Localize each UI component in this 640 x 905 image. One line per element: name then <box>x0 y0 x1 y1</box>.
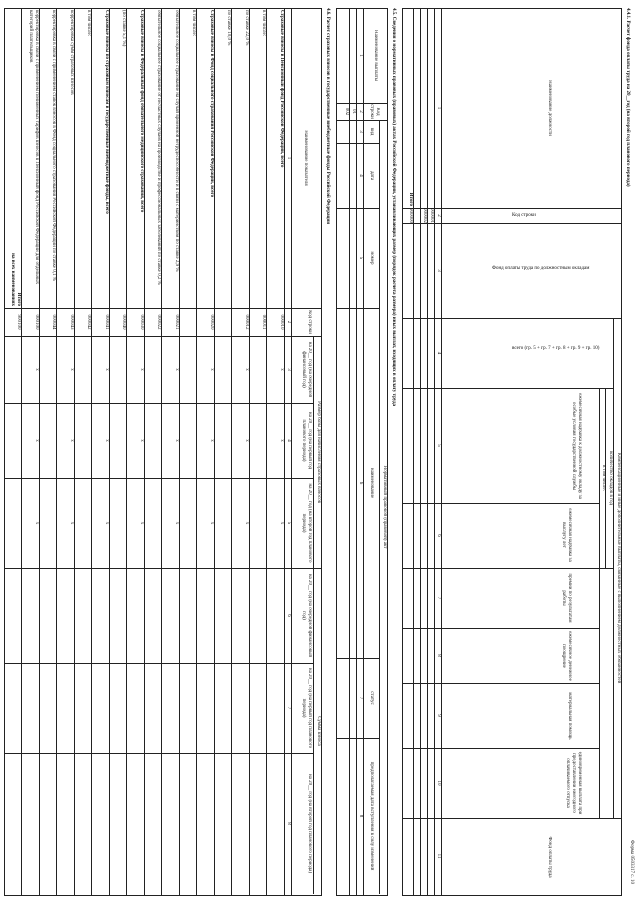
col-num: 6 <box>286 614 291 617</box>
table-row-label: корректировка в связи с применением пониженных тарифов взносов в Пенсионный фонд Российской Федерации для отдельных категорий плательщиков <box>28 10 39 285</box>
col-num: 9 <box>436 714 441 717</box>
col-num: 5 <box>436 444 441 447</box>
col-8-header: ежемесячное денежное поощрение <box>561 631 572 681</box>
row-divider <box>57 8 58 895</box>
table-row-code: 000021 <box>174 314 179 330</box>
npa-col-planned: предполагаемая дата вступления в силу изменений <box>369 761 374 871</box>
x-mark: х <box>209 368 214 371</box>
table-row-code: 000044 <box>51 314 57 330</box>
table-row-code: 000043 <box>69 314 74 330</box>
col-num: 8 <box>286 822 291 825</box>
col-code-header: Код строки <box>512 213 536 218</box>
x-mark: х <box>104 521 109 525</box>
form-code: Форма 0503317 с. 10 <box>629 840 634 884</box>
row-divider <box>162 8 163 895</box>
col-6-header: ежемесячная надбавка за выслугу лет <box>561 508 572 562</box>
col-num: 11 <box>436 853 441 859</box>
npa-table <box>336 8 388 896</box>
year-2-header: на 20__ год (на первый год планового периода) <box>301 411 312 470</box>
row-divider <box>232 8 233 895</box>
row-divider <box>179 8 180 895</box>
col-7-header: премии по результатам работы <box>561 573 572 623</box>
table-row-code: 000012 <box>244 314 249 330</box>
row-code: 000001 <box>429 208 434 223</box>
row-divider <box>127 8 128 895</box>
row-divider <box>109 8 110 895</box>
x-mark: х <box>139 439 144 442</box>
col-fund-header: Фонд оплаты труда <box>547 836 552 878</box>
row-divider <box>39 8 40 895</box>
total-note: на всех наименованиях <box>10 253 16 306</box>
row-code: 000002 <box>422 208 427 223</box>
col-num: 2 <box>436 214 441 217</box>
year-3-header: на 20__ год (на второй год планового периода) <box>301 483 312 563</box>
col-fot-header: Фонд оплаты труда по должностным окладам <box>492 266 590 271</box>
total-label: Итого <box>16 292 22 306</box>
row-code: 002 <box>344 107 349 116</box>
x-mark: х <box>34 368 39 371</box>
col-group-header: Компенсационные и иные дополнительные выплаты, связанные с выполнением должностных обязанностей <box>616 452 621 684</box>
x-mark: х <box>139 368 144 371</box>
x-mark: х <box>209 439 214 442</box>
x-mark: х <box>174 439 179 442</box>
col-num: 4 <box>358 174 363 177</box>
section-46-title: 4.6. Расчет страховых взносов в государственные внебюджетные фонды Российской Федерации <box>325 8 330 225</box>
ins-col-base: Размер базы для начисления страховых взносов <box>316 401 321 503</box>
col-num: 5 <box>358 256 363 260</box>
x-mark: х <box>69 521 74 525</box>
row-divider <box>249 8 250 895</box>
section-441-title: 4.4.1. Расчет фонда оплаты труда на 20__год (на второй год планового периода) <box>625 8 630 187</box>
col-10-header: единовременная выплата при предоставлении ежегодного оплачиваемого отпуска <box>565 751 582 815</box>
ins-col-name: Наименование показателя <box>303 130 308 186</box>
col-num: 4 <box>436 351 441 355</box>
npa-col-num: номер <box>369 251 374 265</box>
table-row-label: (по ставке 5,1 %) <box>121 10 127 47</box>
col-num: 8 <box>358 814 363 818</box>
col-num: 6 <box>358 481 363 485</box>
year-2-header: на 20__ год (на первый год планового периода) <box>301 667 312 749</box>
row-divider <box>267 8 268 895</box>
npa-col-date: дата <box>369 170 374 181</box>
total-code: 900000 <box>408 208 413 223</box>
row-divider <box>92 8 93 895</box>
x-mark: х <box>139 521 144 525</box>
col-num: 10 <box>436 780 441 786</box>
ins-col-code: Код строки <box>307 310 312 334</box>
col-num: 3 <box>436 269 441 272</box>
table-row-label: обязательное социальное страхование от несчастных случаев на производстве и профессиональных заболеваний по ставке 0,2 % <box>156 10 162 285</box>
x-mark: х <box>279 439 284 442</box>
col-num: 2 <box>286 320 291 324</box>
col-num: 6 <box>436 534 441 537</box>
x-mark: х <box>104 368 109 371</box>
npa-col-code: Код строки <box>369 104 380 119</box>
table-row-code: 000100 <box>34 314 39 330</box>
table-row-label: по ставке 22,0 % <box>244 10 249 46</box>
x-mark: х <box>104 439 109 442</box>
npa-col-act: Нормативный правовой (правовой) акт <box>382 465 387 549</box>
table-row-code: 000041 <box>104 314 109 330</box>
row-code: 01 <box>351 109 356 114</box>
col-num: 8 <box>436 654 441 657</box>
total-label: Итого <box>408 192 413 206</box>
x-mark: х <box>69 439 74 442</box>
table-row-label: в том числе: <box>261 10 267 37</box>
x-mark: х <box>209 521 214 525</box>
x-mark: х <box>244 439 249 442</box>
col-num: 7 <box>436 596 441 600</box>
col-num: 3 <box>358 130 363 133</box>
row-divider <box>214 8 215 895</box>
table-row-code: 000040 <box>121 314 127 330</box>
section-45-title: 4.5. Сведения о нормативных правовых (правовых) актах Российской Федерации, устанавливающих размер (порядок расчета размера) иных выплат, входящих в оплату труда <box>391 8 396 407</box>
col-num: 7 <box>358 696 363 700</box>
table-row-code: 000030 <box>139 314 144 330</box>
col-5-header: ежемесячная надбавка к должностному окладу за особые условия государственной службы <box>571 393 582 499</box>
col-position-header: Наименование должности <box>547 80 552 136</box>
x-mark: х <box>244 368 249 371</box>
col-num: 7 <box>286 706 291 710</box>
npa-col-status: статус <box>369 691 374 705</box>
year-1-header: на 20__ год (на очередной финансовый год) <box>301 573 312 658</box>
x-mark: х <box>69 368 74 371</box>
year-3-header: на 20__ год (на второй год планового периода) <box>307 773 312 874</box>
col-total-header: всего (гр. 5 + гр. 7 + гр. 8 + гр. 9 + гр. 10) <box>512 346 600 351</box>
row-divider <box>197 8 198 895</box>
insurance-table <box>4 8 322 896</box>
col-num: 1 <box>286 156 291 160</box>
col-num: 1 <box>436 106 441 110</box>
x-mark: х <box>34 521 39 525</box>
col-9-header: материальная помощь <box>567 692 572 740</box>
col-num: 1 <box>358 54 363 57</box>
table-row-label: корректировка сумм страховых взносов <box>69 10 74 95</box>
table-row-label: корректировка в связи с применением ставок взносов в Фонд социального страхования Российской Федерации по ставке 0,1 % <box>51 10 57 281</box>
table-row-code: 000011 <box>261 314 267 330</box>
total-code: 900100 <box>16 314 22 330</box>
col-num: 4 <box>286 439 291 442</box>
table-row-label: в том числе: <box>191 10 197 37</box>
x-mark: х <box>279 368 284 371</box>
col-incl-header: в том числе: <box>601 464 606 492</box>
table-row-label: обязательное социальное страхование на случай временной нетрудоспособности и в связи с материнством по ставке 2,9 % <box>174 10 179 272</box>
col-num: 5 <box>286 521 291 525</box>
table-row-label: Страховые взносы в Фонд социального страхования Российской Федерации, всего <box>209 10 214 198</box>
fot-table <box>402 8 622 896</box>
col-num: 3 <box>286 368 291 371</box>
col-num: 2 <box>358 110 363 113</box>
npa-col-name: Наименование выплаты <box>373 30 378 81</box>
table-row-label: Страховые взносы в Пенсионный фонд Российской Федерации, всего <box>279 10 284 168</box>
x-mark: х <box>34 439 39 442</box>
table-row-code: 000010 <box>279 314 284 330</box>
row-divider <box>22 8 23 895</box>
table-row-label: по ставке 10,0 % <box>226 10 232 46</box>
npa-col-vid: вид <box>369 127 374 136</box>
table-row-code: 000020 <box>209 314 214 330</box>
x-mark: х <box>174 521 179 525</box>
x-mark: х <box>279 521 284 525</box>
row-divider <box>74 8 75 895</box>
table-row-label: в том числе: <box>86 10 92 37</box>
table-row-label: Страховые взносы по страховым взносам в государственные внебюджетные фонды, всего <box>104 10 109 214</box>
npa-col-nm: наименование <box>369 467 374 499</box>
table-row-code: 000022 <box>156 314 162 330</box>
x-mark: х <box>244 521 249 525</box>
x-mark: х <box>174 368 179 371</box>
ins-col-sum: Сумма взноса <box>316 716 321 746</box>
table-row-label: Страховые взносы в Федеральный фонд обязательного медицинского страхования, всего <box>139 10 144 213</box>
col-sub-header: количество окладов в год <box>608 451 613 505</box>
table-row-code: 000042 <box>86 314 92 330</box>
row-divider <box>144 8 145 895</box>
year-1-header: на 20__ год (на очередной финансовый год) <box>301 341 312 398</box>
